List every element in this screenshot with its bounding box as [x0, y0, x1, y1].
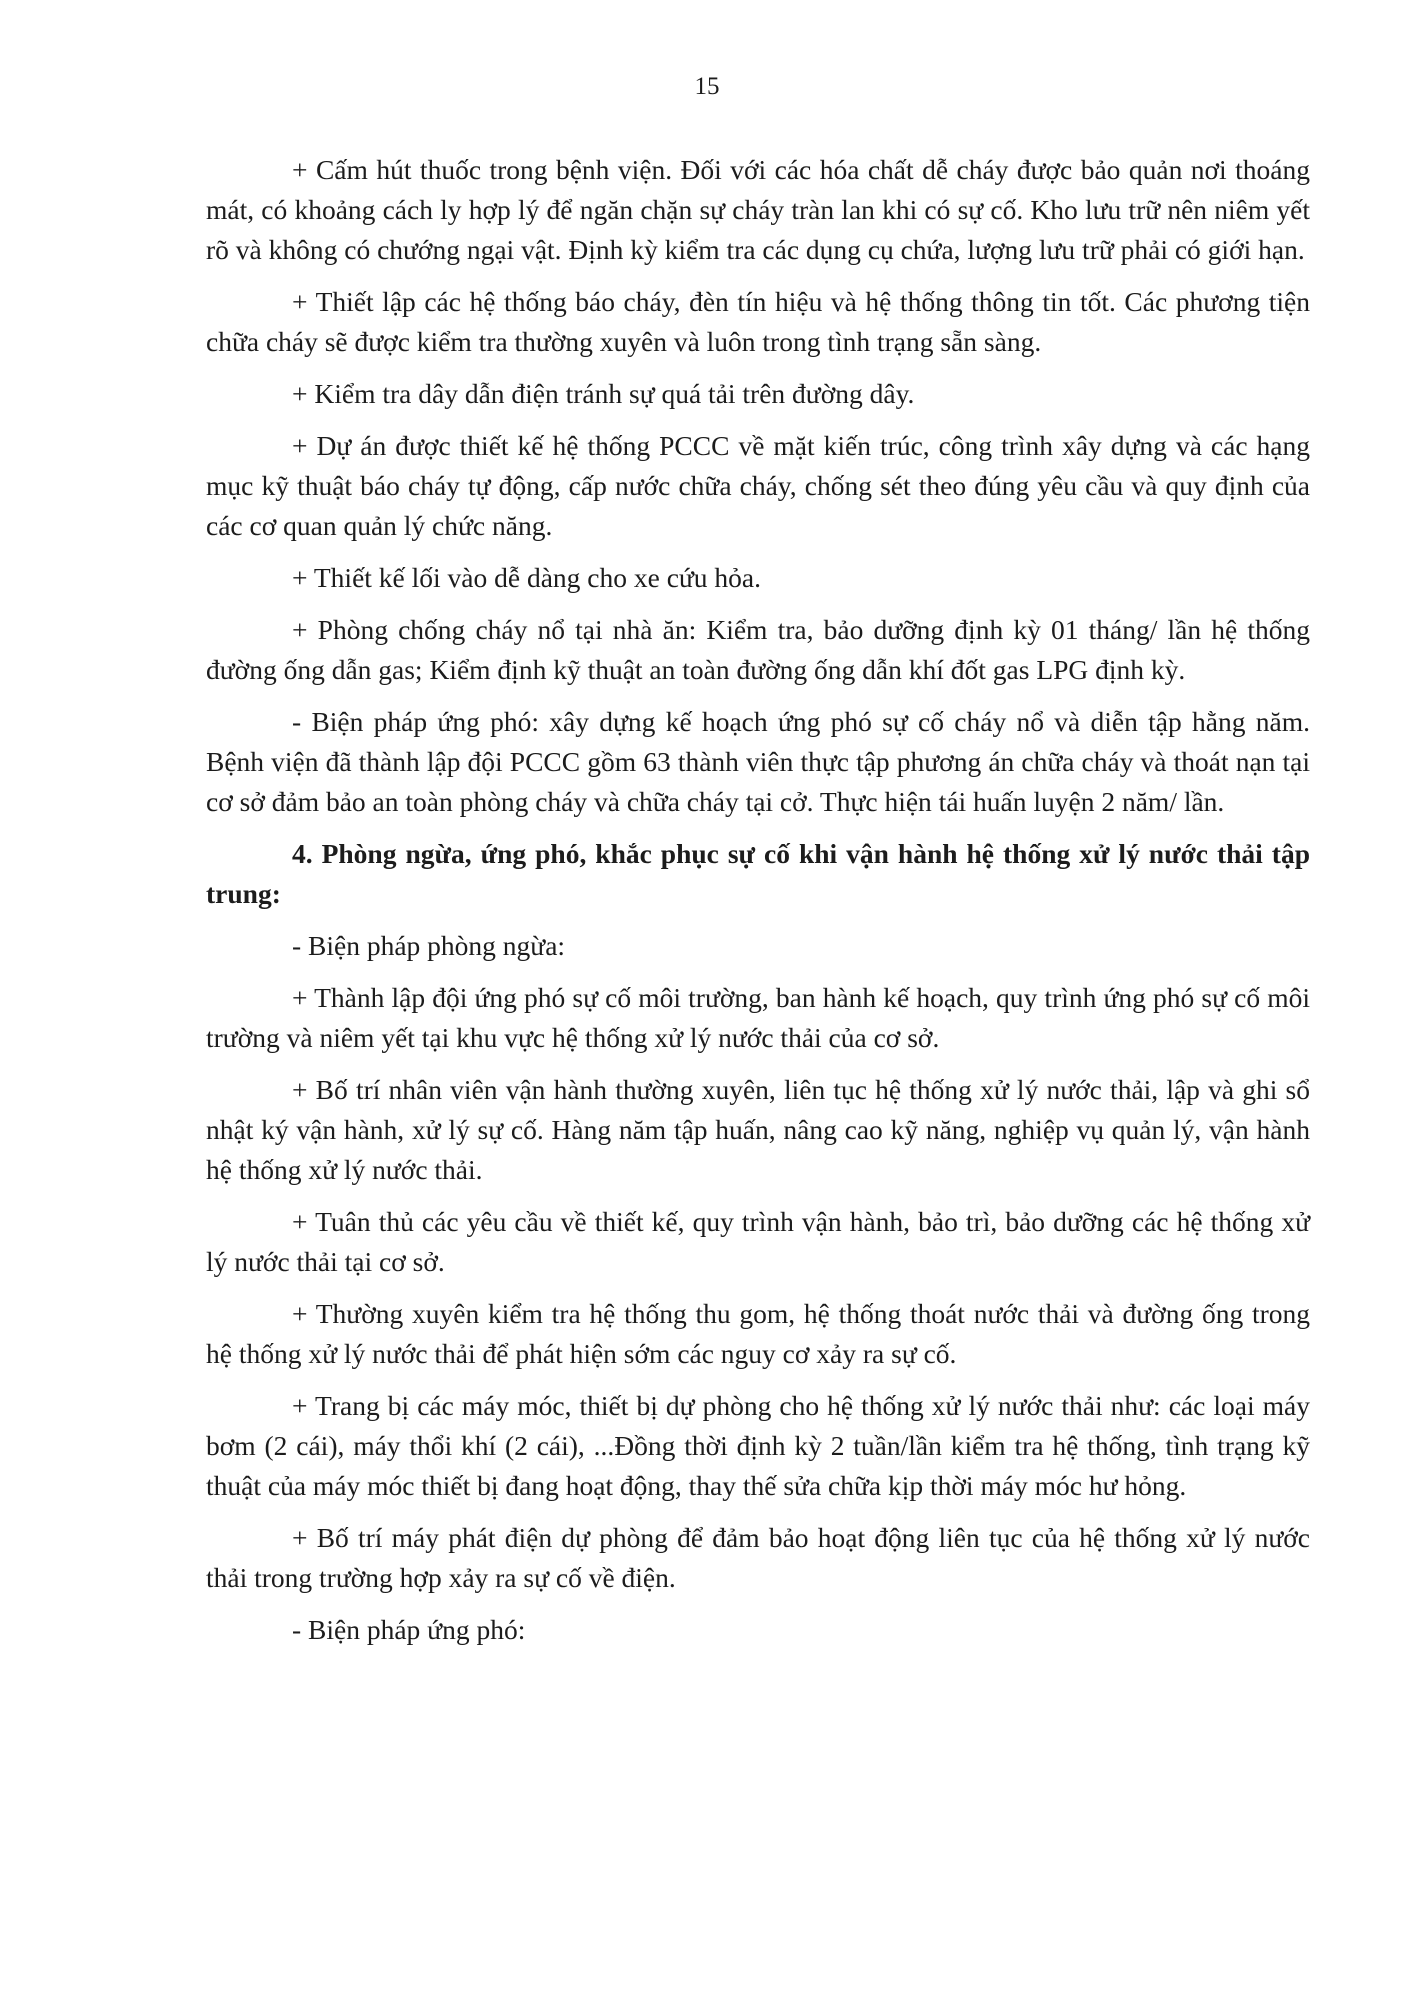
paragraph-canteen-gas: + Phòng chống cháy nổ tại nhà ăn: Kiểm tra, bảo dưỡng định kỳ 01 tháng/ lần hệ thống đường ống dẫn gas; Kiểm định kỹ thuật an toàn đường ống dẫn khí đốt gas LPG định kỳ. — [206, 614, 1310, 685]
section-heading-wastewater: 4. Phòng ngừa, ứng phó, khắc phục sự cố khi vận hành hệ thống xử lý nước thải tập trung: — [206, 838, 1310, 909]
paragraph-pccc-design: + Dự án được thiết kế hệ thống PCCC về mặt kiến trúc, công trình xây dựng và các hạng mục kỹ thuật báo cháy tự động, cấp nước chữa cháy, chống sét theo đúng yêu cầu và quy định của các cơ quan quản lý chức năng. — [206, 430, 1310, 541]
paragraph-inspection: + Thường xuyên kiểm tra hệ thống thu gom, hệ thống thoát nước thải và đường ống trong hệ thống xử lý nước thải để phát hiện sớm các nguy cơ xảy ra sự cố. — [206, 1298, 1310, 1369]
paragraph-backup-generator: + Bố trí máy phát điện dự phòng để đảm bảo hoạt động liên tục của hệ thống xử lý nước thải trong trường hợp xảy ra sự cố về điện. — [206, 1522, 1310, 1593]
paragraph-fire-truck-access: + Thiết kế lối vào dễ dàng cho xe cứu hỏa. — [292, 562, 762, 593]
paragraph-fire-alarm-systems: + Thiết lập các hệ thống báo cháy, đèn tín hiệu và hệ thống thông tin tốt. Các phương tiện chữa cháy sẽ được kiểm tra thường xuyên và luôn trong tình trạng sẵn sàng. — [206, 286, 1310, 357]
page-number: 15 — [694, 73, 720, 100]
paragraph-wire-check: + Kiểm tra dây dẫn điện tránh sự quá tải trên đường dây. — [292, 378, 915, 409]
paragraph-operators: + Bố trí nhân viên vận hành thường xuyên, liên tục hệ thống xử lý nước thải, lập và ghi sổ nhật ký vận hành, xử lý sự cố. Hàng năm tập huấn, nâng cao kỹ năng, nghiệp vụ quản lý, vận hành hệ thống xử lý nước thải. — [206, 1074, 1310, 1185]
paragraph-no-smoking: + Cấm hút thuốc trong bệnh viện. Đối với các hóa chất dễ cháy được bảo quản nơi thoáng mát, có khoảng cách ly hợp lý để ngăn chặn sự cháy tràn lan khi có sự cố. Kho lưu trữ nên niêm yết rõ và không có chướng ngại vật. Định kỳ kiểm tra các dụng cụ chứa, lượng lưu trữ phải có giới hạn. — [206, 154, 1310, 265]
paragraph-response-team: + Thành lập đội ứng phó sự cố môi trường, ban hành kế hoạch, quy trình ứng phó sự cố môi trường và niêm yết tại khu vực hệ thống xử lý nước thải của cơ sở. — [206, 982, 1310, 1053]
paragraph-compliance: + Tuân thủ các yêu cầu về thiết kế, quy trình vận hành, bảo trì, bảo dưỡng các hệ thống xử lý nước thải tại cơ sở. — [206, 1206, 1310, 1277]
paragraph-fire-response: - Biện pháp ứng phó: xây dựng kế hoạch ứng phó sự cố cháy nổ và diễn tập hằng năm. Bệnh viện đã thành lập đội PCCC gồm 63 thành viên thực tập phương án chữa cháy và thoát nạn tại cơ sở đảm bảo an toàn phòng cháy và chữa cháy tại cở. Thực hiện tái huấn luyện 2 năm/ lần. — [206, 706, 1310, 817]
document-body — [206, 150, 1310, 1662]
paragraph-backup-equipment: + Trang bị các máy móc, thiết bị dự phòng cho hệ thống xử lý nước thải như: các loại máy bơm (2 cái), máy thổi khí (2 cái), ...Đồng thời định kỳ 2 tuần/lần kiểm tra hệ thống, tình trạng kỹ thuật của máy móc thiết bị đang hoạt động, thay thế sửa chữa kịp thời máy móc hư hỏng. — [206, 1390, 1310, 1501]
paragraph-response-measures: - Biện pháp ứng phó: — [292, 1614, 526, 1645]
paragraph-prevention-measures: - Biện pháp phòng ngừa: — [292, 930, 566, 961]
